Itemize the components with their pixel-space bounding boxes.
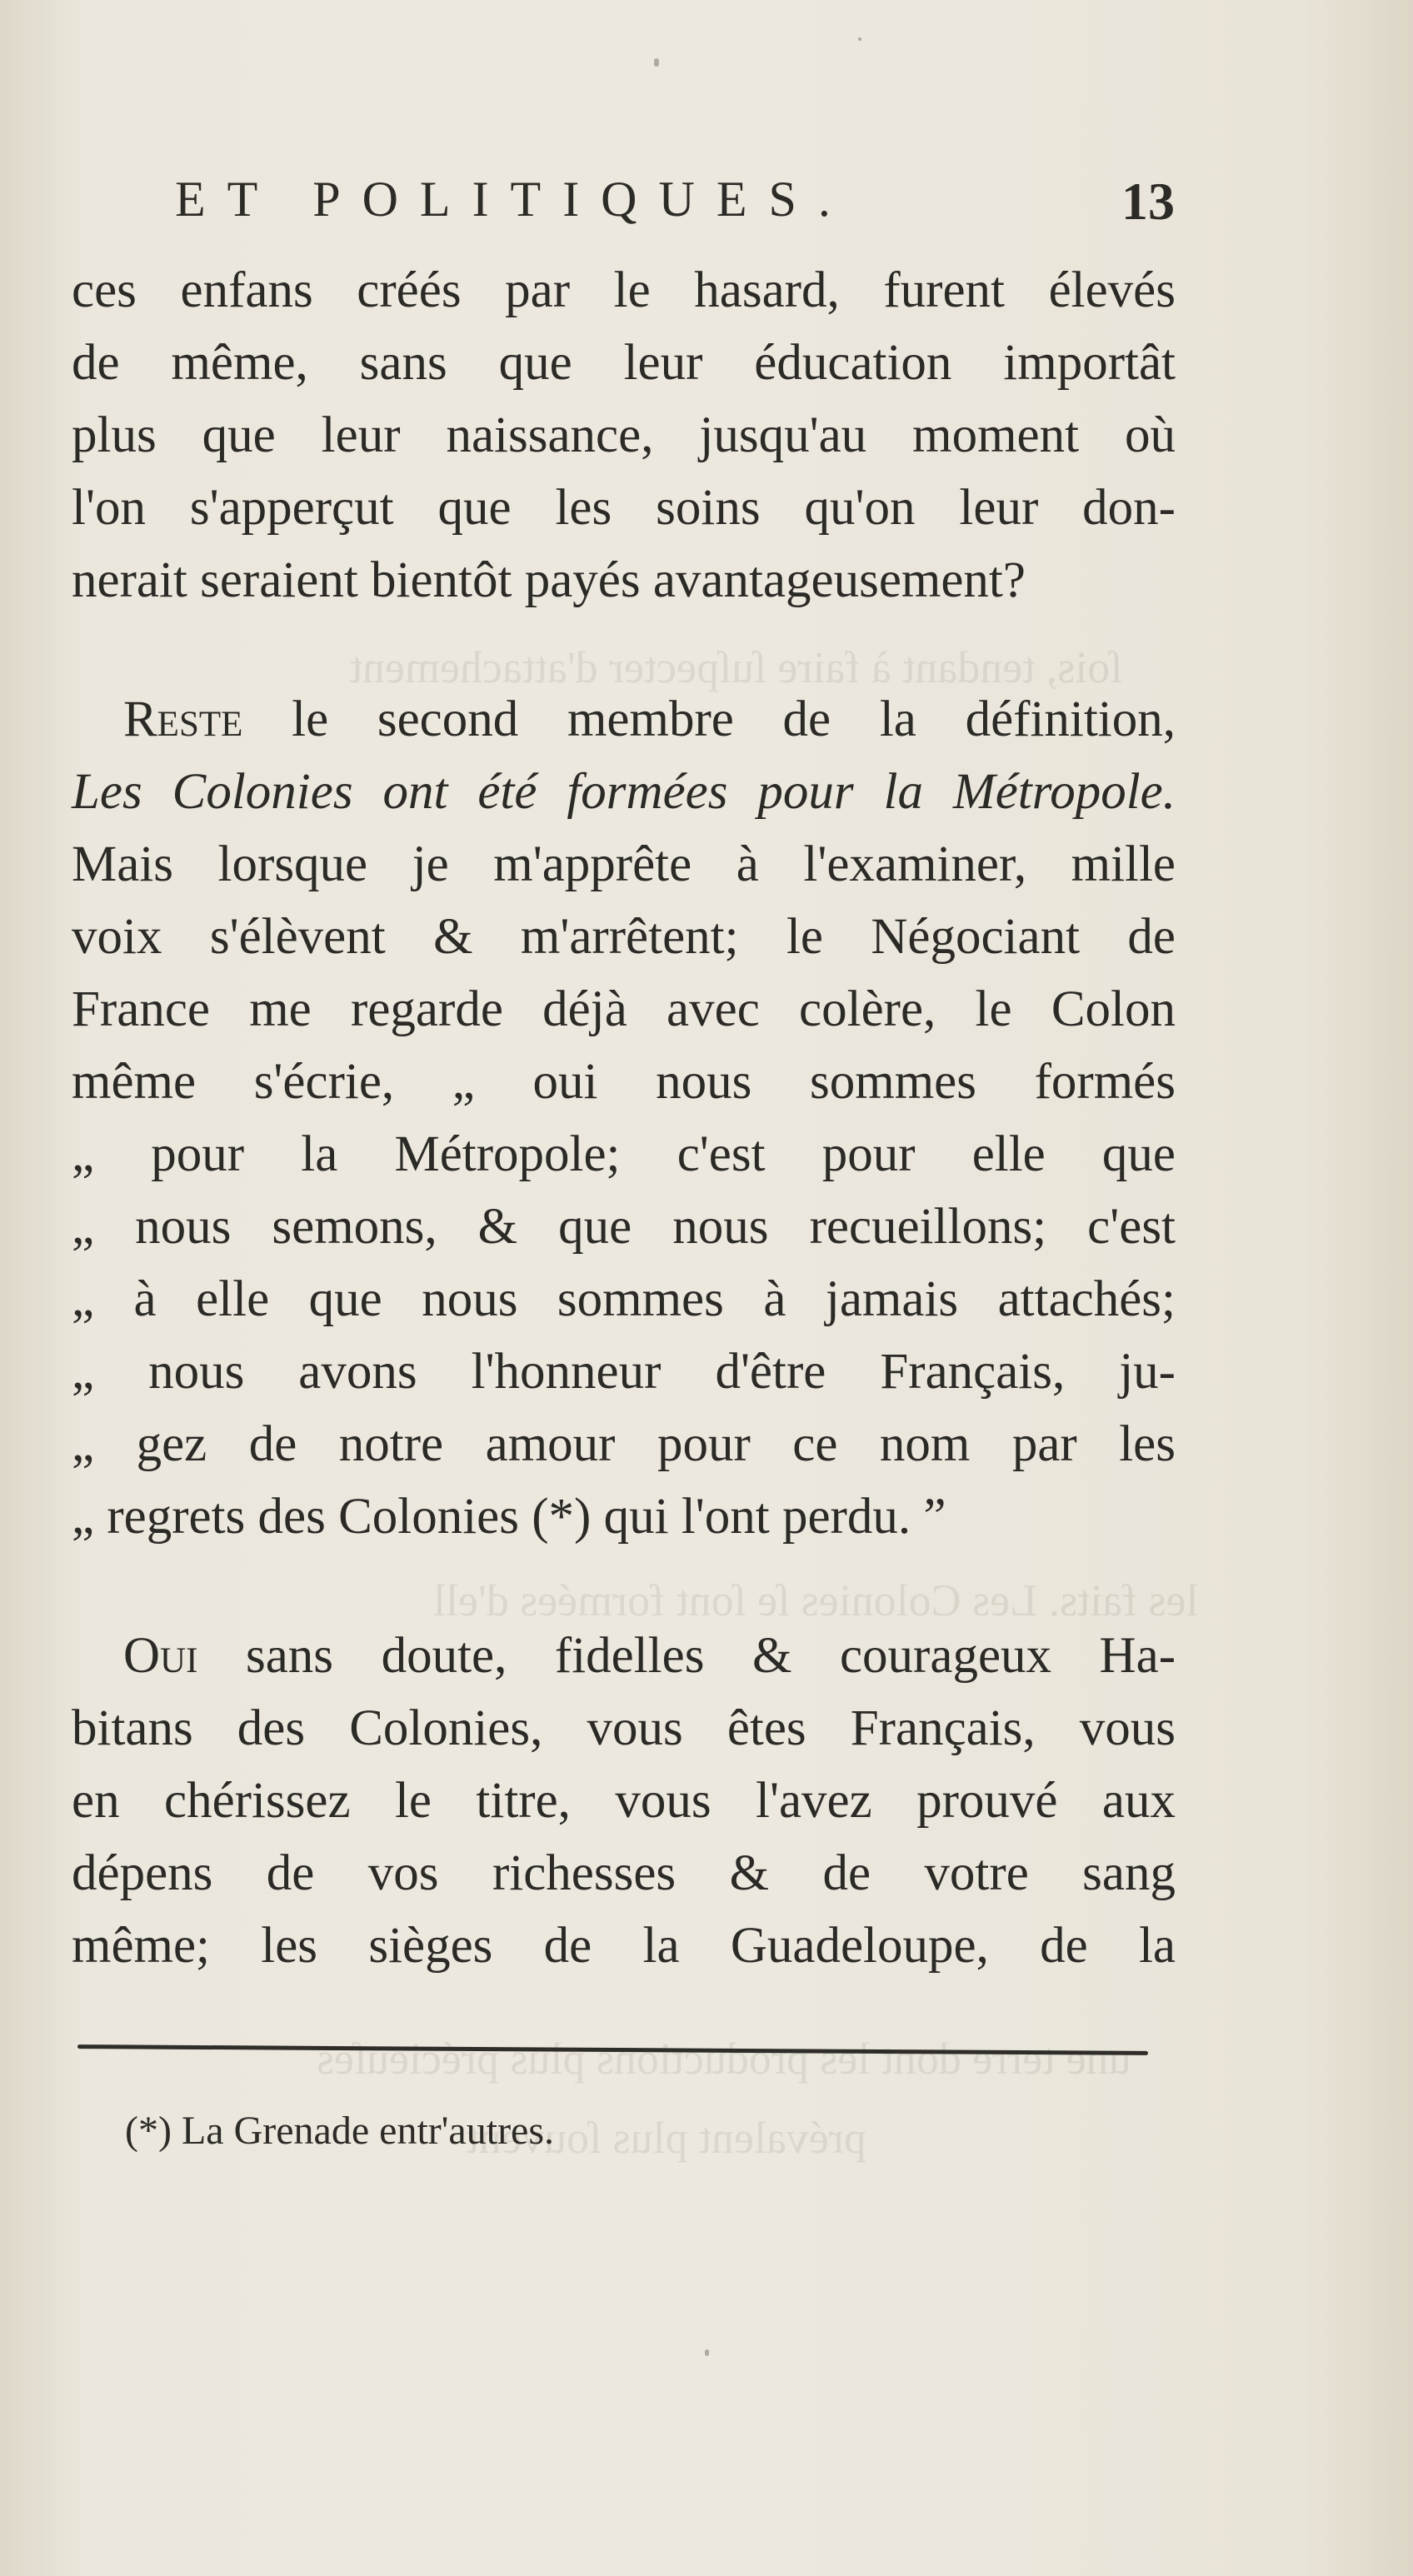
- text-line: „ à elle que nous sommes à jamais attachés;: [72, 1271, 1176, 1327]
- text-line: même; les sièges de la Guadeloupe, de la: [72, 1918, 1176, 1974]
- page-number: 13: [1121, 172, 1175, 231]
- paper-speck: [654, 58, 659, 67]
- text-line: voix s'élèvent & m'arrêtent; le Négociant de: [72, 909, 1176, 965]
- text-line: même s'écrie, „ oui nous sommes formés: [72, 1054, 1176, 1110]
- text-line: de même, sans que leur éducation importât: [72, 335, 1176, 391]
- lead-word: Reste: [123, 691, 243, 747]
- footnote: (*) La Grenade entr'autres.: [125, 2109, 555, 2153]
- text-line: dépens de vos richesses & de votre sang: [72, 1845, 1176, 1901]
- text-line: „ regrets des Colonies (*) qui l'ont perdu. ”: [72, 1489, 946, 1545]
- paragraph-2: [72, 683, 1176, 1553]
- text-line: [72, 1620, 1176, 1692]
- bleed-text-line: prévalent plus ſouvent: [467, 2113, 866, 2163]
- paragraph-1: [72, 254, 1176, 617]
- text-line: nerait seraient bientôt payés avantageusement?: [72, 552, 1026, 608]
- text-line: l'on s'apperçut que les soins qu'on leur don-: [72, 480, 1176, 536]
- text-line: bitans des Colonies, vous êtes Français, vous: [72, 1700, 1176, 1756]
- line-rest: le second membre de la définition,: [292, 691, 1176, 747]
- running-head: ET POLITIQUES.: [175, 172, 852, 227]
- lead-word: Oui: [123, 1628, 198, 1684]
- bleed-text-line: une terre dont les productions plus précieuſes: [317, 2034, 1131, 2084]
- text-line: ces enfans créés par le hasard, furent élevés: [72, 262, 1176, 318]
- paragraph-3: [72, 1620, 1176, 1982]
- body-text: [72, 254, 1176, 1982]
- text-line: „ nous avons l'honneur d'être Français, ju-: [72, 1344, 1176, 1400]
- page-header: [175, 171, 1175, 246]
- text-line: en chérissez le titre, vous l'avez prouvé aux: [72, 1773, 1176, 1829]
- text-line: France me regarde déjà avec colère, le Colon: [72, 981, 1176, 1037]
- bleed-text-line: les faits. Les Colonies ſe ſont formées d'ell: [433, 1575, 1199, 1625]
- text-line: [72, 683, 1176, 756]
- paragraph-gap: [72, 1553, 1176, 1620]
- paper-speck: [705, 2349, 709, 2356]
- paragraph-gap: [72, 617, 1176, 683]
- bleed-text-line: ſois, tendant à faire ſuſpecter d'attachement: [350, 642, 1123, 692]
- text-line: Mais lorsque je m'apprête à l'examiner, mille: [72, 836, 1176, 892]
- footnote-rule: [77, 2044, 1148, 2055]
- line-rest: sans doute, fidelles & courageux Ha-: [245, 1628, 1176, 1684]
- text-line: plus que leur naissance, jusqu'au moment où: [72, 407, 1176, 463]
- text-line: „ pour la Métropole; c'est pour elle que: [72, 1126, 1176, 1182]
- paper-speck: [858, 37, 861, 41]
- text-line: „ nous semons, & que nous recueillons; c'est: [72, 1199, 1176, 1255]
- text-line: „ gez de notre amour pour ce nom par les: [72, 1416, 1176, 1472]
- italic-definition-line: Les Colonies ont été formées pour la Métropole.: [72, 764, 1176, 820]
